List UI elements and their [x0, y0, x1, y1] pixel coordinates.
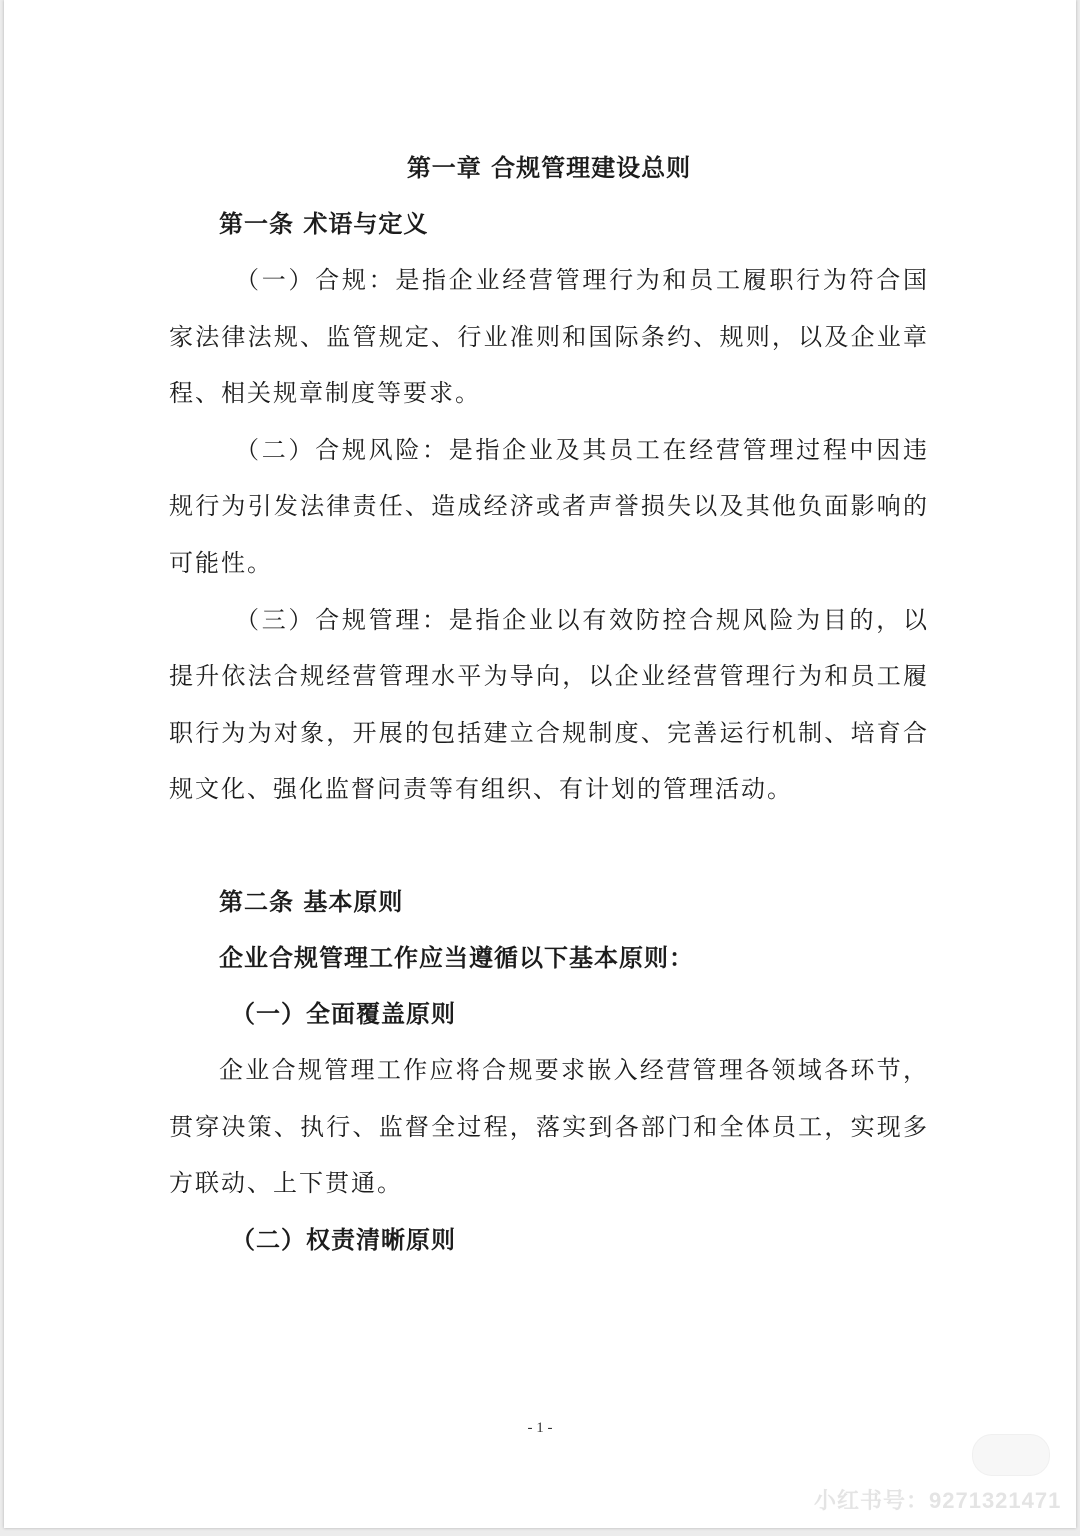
definition-compliance-risk: （二）合规风险：是指企业及其员工在经营管理过程中因违规行为引发法律责任、造成经济或者声誉损失以及其他负面影响的可能性。	[169, 435, 929, 577]
document-body	[169, 140, 929, 1268]
principle-1-heading: （一）全面覆盖原则	[231, 999, 456, 1028]
article-2-heading: 第二条 基本原则	[219, 887, 404, 916]
article-1-heading: 第一条 术语与定义	[219, 210, 429, 238]
definition-compliance: （一）合规：是指企业经营管理行为和员工履职行为符合国家法律法规、监管规定、行业准则和国际条约、规则，以及企业章程、相关规章制度等要求。	[169, 266, 929, 408]
chapter-title: 第一章 合规管理建设总则	[406, 154, 692, 182]
section-spacer	[169, 818, 929, 874]
watermark-text: 小红书号：9271321471	[814, 1488, 1062, 1513]
definition-compliance-management: （三）合规管理：是指企业以有效防控合规风险为目的，以提升依法合规经营管理水平为导向，以企业经营管理行为和员工履职行为为对象，开展的包括建立合规制度、完善运行机制、培育合规文化、强化监督问责等有组织、有计划的管理活动。	[169, 605, 929, 804]
principle-1-text: 企业合规管理工作应将合规要求嵌入经营管理各领域各环节，贯穿决策、执行、监督全过程，落实到各部门和全体员工，实现多方联动、上下贯通。	[169, 1055, 929, 1198]
principle-2-heading: （二）权责清晰原则	[231, 1225, 456, 1254]
page-number: - 1 -	[527, 1420, 553, 1436]
document-page	[4, 0, 1076, 1528]
watermark-logo	[972, 1434, 1050, 1476]
principles-intro: 企业合规管理工作应当遵循以下基本原则：	[219, 943, 694, 972]
